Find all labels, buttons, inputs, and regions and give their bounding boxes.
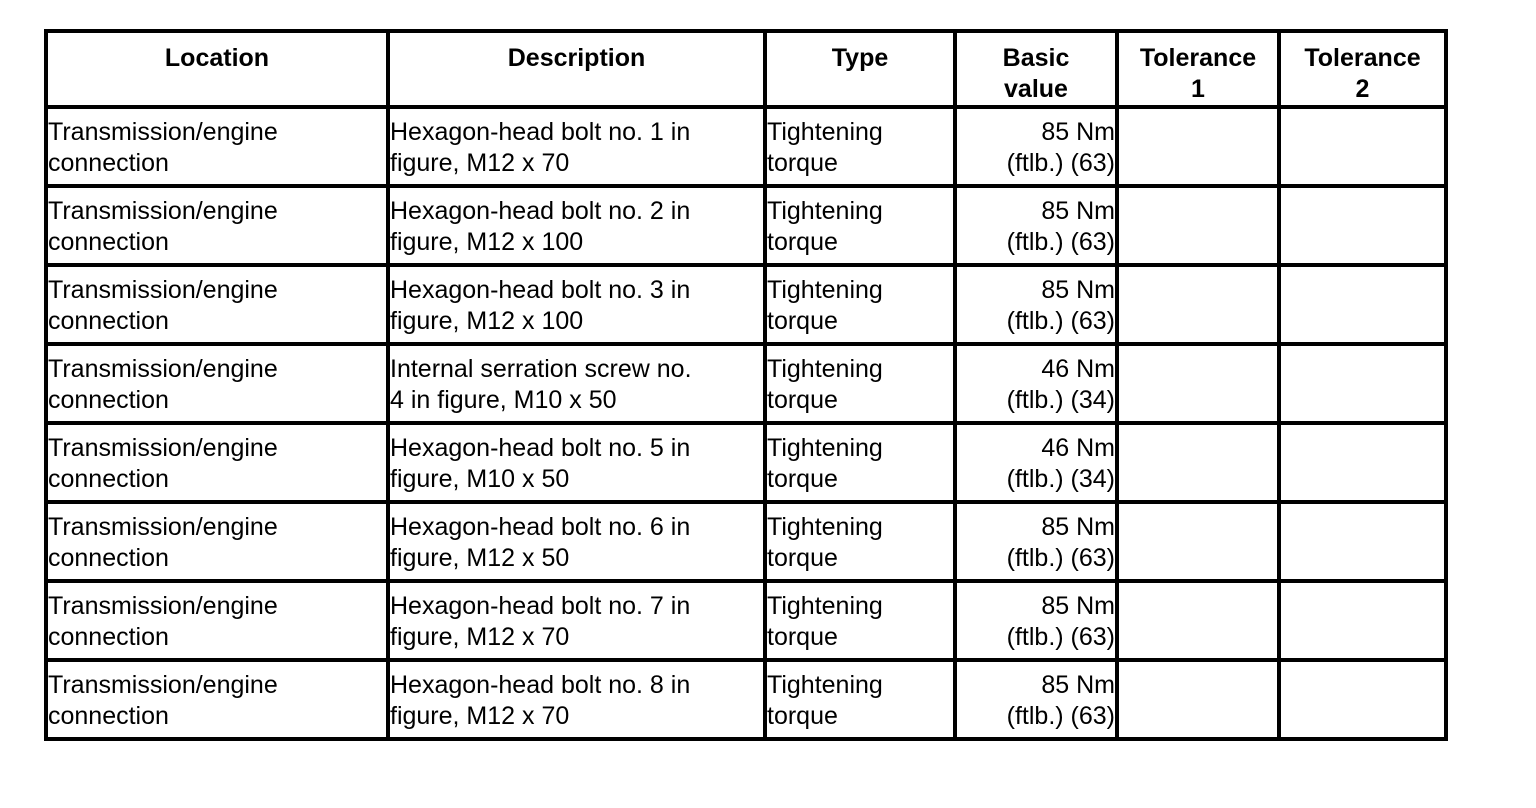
table-row [46,344,1446,423]
cell-type [765,502,955,581]
cell-tolerance-2 [1279,502,1446,581]
cell-location [46,502,388,581]
cell-location [46,107,388,186]
cell-location [46,344,388,423]
cell-tolerance-1 [1117,423,1279,502]
cell-type-line: Tightening [767,513,883,541]
cell-basic-value [955,186,1117,265]
cell-basic-value [955,581,1117,660]
header-row [46,31,1446,107]
cell-description [388,423,765,502]
cell-basic-value-line: (ftlb.) (63) [1006,307,1115,335]
table-row [46,186,1446,265]
table-row [46,502,1446,581]
cell-description-line: Internal serration screw no. [390,355,692,383]
cell-description-line: Hexagon-head bolt no. 3 in [390,276,691,304]
cell-type-line: Tightening [767,671,883,699]
table-row [46,581,1446,660]
cell-location-line: connection [48,544,169,572]
cell-type-line: Tightening [767,355,883,383]
cell-type-line: torque [767,149,838,177]
cell-description-line: figure, M12 x 100 [390,228,584,256]
table-body [46,107,1446,739]
cell-location-line: Transmission/engine [48,671,278,699]
cell-basic-value [955,344,1117,423]
cell-description [388,344,765,423]
cell-type [765,660,955,739]
cell-tolerance-1 [1117,502,1279,581]
cell-basic-value-line: (ftlb.) (63) [1006,702,1115,730]
cell-tolerance-1 [1117,660,1279,739]
table-row [46,265,1446,344]
cell-tolerance-2 [1279,107,1446,186]
cell-type-line: Tightening [767,592,883,620]
cell-location-line: connection [48,149,169,177]
cell-description-line: Hexagon-head bolt no. 7 in [390,592,691,620]
header-basic-value-line: value [1004,75,1068,103]
header-tolerance-2-line: 2 [1355,75,1370,103]
header-basic-value-line: Basic [1002,44,1070,72]
cell-location-line: Transmission/engine [48,434,278,462]
cell-location-line: connection [48,702,169,730]
cell-description-line: Hexagon-head bolt no. 6 in [390,513,691,541]
cell-description [388,581,765,660]
cell-location-line: Transmission/engine [48,355,278,383]
cell-description [388,186,765,265]
header-tolerance-1-line: 1 [1191,75,1205,103]
cell-tolerance-1 [1117,581,1279,660]
cell-description-line: 4 in figure, M10 x 50 [390,386,617,414]
cell-description-line: figure, M10 x 50 [390,465,570,493]
cell-location-line: Transmission/engine [48,276,278,304]
header-tolerance-1-line: Tolerance [1139,44,1257,72]
cell-location [46,581,388,660]
cell-tolerance-1 [1117,265,1279,344]
cell-description [388,107,765,186]
cell-description-line: figure, M12 x 70 [390,149,570,177]
cell-basic-value-line: 46 Nm [1041,434,1115,462]
cell-type [765,344,955,423]
cell-basic-value-line: 85 Nm [1041,513,1115,541]
cell-basic-value-line: (ftlb.) (63) [1006,149,1115,177]
cell-type-line: Tightening [767,118,883,146]
cell-basic-value-line: (ftlb.) (34) [1006,386,1115,414]
cell-tolerance-1 [1117,107,1279,186]
cell-basic-value [955,660,1117,739]
cell-basic-value [955,265,1117,344]
cell-description [388,502,765,581]
cell-location-line: Transmission/engine [48,118,278,146]
cell-basic-value-line: 85 Nm [1041,276,1115,304]
cell-basic-value-line: 85 Nm [1041,118,1115,146]
cell-type [765,186,955,265]
cell-description [388,660,765,739]
cell-description-line: Hexagon-head bolt no. 5 in [390,434,691,462]
cell-location-line: connection [48,307,169,335]
cell-tolerance-2 [1279,344,1446,423]
header-tolerance-2 [1279,31,1446,107]
cell-basic-value-line: 46 Nm [1041,355,1115,383]
cell-location [46,660,388,739]
cell-location-line: connection [48,623,169,651]
torque-spec-table [44,29,1448,741]
cell-location-line: Transmission/engine [48,592,278,620]
cell-description-line: Hexagon-head bolt no. 2 in [390,197,691,225]
cell-basic-value-line: (ftlb.) (63) [1006,228,1115,256]
cell-description-line: figure, M12 x 50 [390,544,570,572]
cell-type [765,107,955,186]
cell-basic-value [955,107,1117,186]
cell-basic-value-line: (ftlb.) (34) [1006,465,1115,493]
cell-type-line: torque [767,386,838,414]
cell-type-line: torque [767,702,838,730]
cell-tolerance-2 [1279,660,1446,739]
cell-tolerance-1 [1117,186,1279,265]
cell-description-line: Hexagon-head bolt no. 1 in [390,118,691,146]
header-basic-value [955,31,1117,107]
cell-location-line: Transmission/engine [48,513,278,541]
cell-location [46,186,388,265]
cell-type [765,423,955,502]
cell-description-line: Hexagon-head bolt no. 8 in [390,671,691,699]
cell-location-line: connection [48,465,169,493]
cell-description-line: figure, M12 x 70 [390,623,570,651]
cell-tolerance-2 [1279,265,1446,344]
cell-type-line: torque [767,544,838,572]
cell-tolerance-2 [1279,581,1446,660]
cell-location-line: connection [48,386,169,414]
cell-basic-value-line: (ftlb.) (63) [1006,623,1115,651]
cell-location-line: connection [48,228,169,256]
cell-description-line: figure, M12 x 100 [390,307,584,335]
cell-type-line: torque [767,465,838,493]
table-row [46,107,1446,186]
cell-basic-value-line: 85 Nm [1041,197,1115,225]
header-tolerance-2-line: Tolerance [1304,44,1421,72]
cell-basic-value-line: 85 Nm [1041,592,1115,620]
cell-tolerance-1 [1117,344,1279,423]
table-row [46,660,1446,739]
cell-type-line: torque [767,623,838,651]
cell-type [765,265,955,344]
cell-type-line: Tightening [767,276,883,304]
cell-type-line: Tightening [767,434,883,462]
cell-type [765,581,955,660]
cell-description-line: figure, M12 x 70 [390,702,570,730]
cell-type-line: torque [767,307,838,335]
header-location: Location [46,31,388,107]
cell-basic-value-line: 85 Nm [1041,671,1115,699]
cell-basic-value-line: (ftlb.) (63) [1006,544,1115,572]
cell-type-line: Tightening [767,197,883,225]
cell-tolerance-2 [1279,186,1446,265]
cell-location-line: Transmission/engine [48,197,278,225]
cell-location [46,423,388,502]
header-description: Description [388,31,765,107]
header-tolerance-1 [1117,31,1279,107]
header-type: Type [765,31,955,107]
cell-basic-value [955,502,1117,581]
cell-location [46,265,388,344]
cell-basic-value [955,423,1117,502]
cell-tolerance-2 [1279,423,1446,502]
cell-type-line: torque [767,228,838,256]
table-row [46,423,1446,502]
cell-description [388,265,765,344]
